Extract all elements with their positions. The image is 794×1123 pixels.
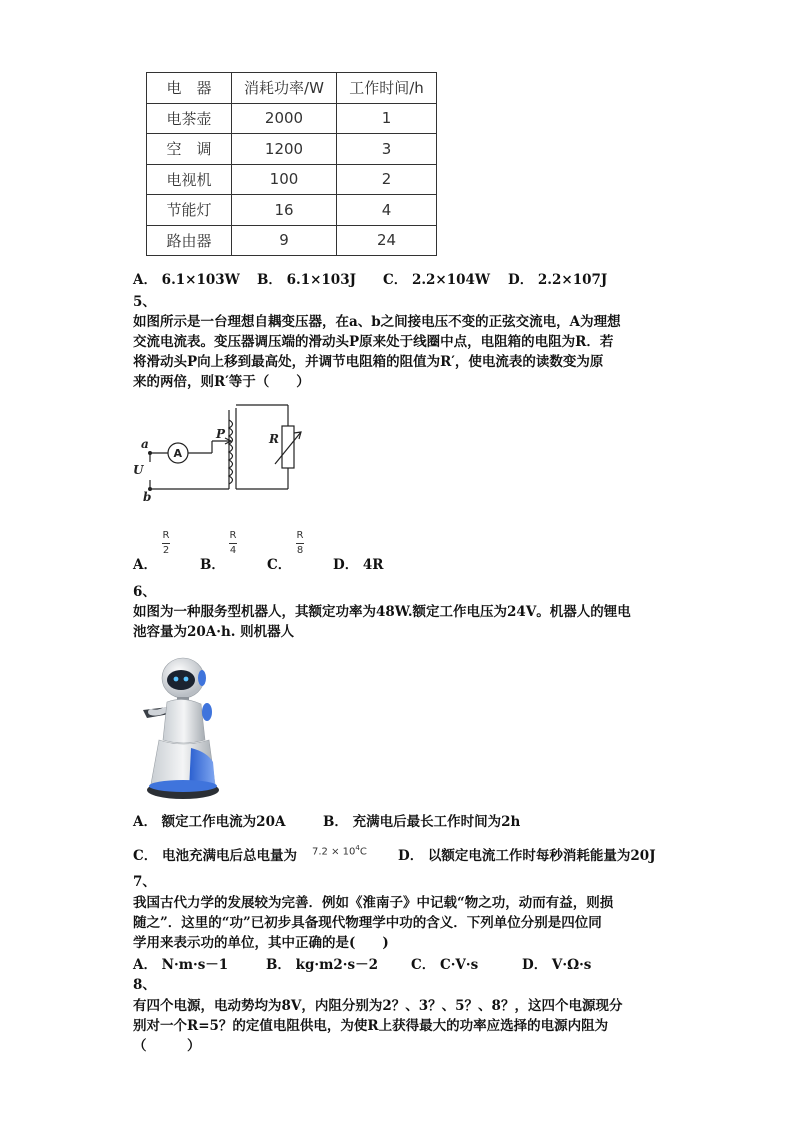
table-cell: 16 xyxy=(232,195,337,226)
option-a[interactable]: A． 额定工作电流为20A xyxy=(133,814,286,830)
table-cell: 节能灯 xyxy=(147,195,232,226)
fraction-denominator: 8 xyxy=(296,545,304,556)
table-cell: 空 调 xyxy=(147,134,232,165)
question-text-line: 池容量为20A·h. 则机器人 xyxy=(133,624,295,640)
table-header-row xyxy=(147,73,437,104)
table-row xyxy=(147,225,437,256)
question-text-line: （ ） xyxy=(133,1038,201,1054)
question-text-line: 将滑动头P向上移到最高处，并调节电阻箱的阻值为R′，使电流表的读数变为原 xyxy=(133,354,604,370)
table-cell: 4 xyxy=(337,195,437,226)
option-c[interactable]: C． 电池充满电后总电量为 xyxy=(133,848,297,864)
fraction-denominator: 4 xyxy=(229,545,237,556)
table-header-cell: 工作时间/h xyxy=(337,73,437,104)
question-number: 5、 xyxy=(133,294,156,310)
question-text-line: 有四个电源，电动势均为8V，内阻分别为2？、3？、5？、8？，这四个电源现分 xyxy=(133,998,623,1014)
label-r: R xyxy=(269,432,279,446)
option-d[interactable]: D． 4R xyxy=(333,557,384,573)
question-text-line: 如图为一种服务型机器人，其额定功率为48W.额定工作电压为24V。机器人的锂电 xyxy=(133,604,631,620)
question-number: 7、 xyxy=(133,874,156,890)
fraction-r-over-2 xyxy=(160,530,172,557)
charge-exponent: 4 xyxy=(355,844,360,852)
table-cell: 电视机 xyxy=(147,164,232,195)
fraction-r-over-4 xyxy=(227,530,239,557)
terminal-a xyxy=(148,451,152,455)
option-a[interactable]: A． 6.1×103W xyxy=(133,272,240,288)
label-p: P xyxy=(216,427,226,441)
table-cell: 3 xyxy=(337,134,437,165)
option-a[interactable]: A． N·m·s－1 xyxy=(133,957,229,973)
question-number: 6、 xyxy=(133,584,156,600)
service-robot-illustration xyxy=(135,652,225,802)
table-cell: 路由器 xyxy=(147,225,232,256)
fraction-numerator: R xyxy=(229,530,237,541)
question-text-line: 学用来表示功的单位，其中正确的是( ) xyxy=(133,935,389,951)
option-b[interactable]: B． 6.1×103J xyxy=(257,272,356,288)
charge-mantissa: 7.2 × 10 xyxy=(312,846,356,858)
label-u: U xyxy=(133,463,144,477)
table-cell: 1200 xyxy=(232,134,337,165)
fraction-numerator: R xyxy=(296,530,304,541)
question-text-line: 别对一个R=5？的定值电阻供电，为使R上获得最大的功率应选择的电源内阻为 xyxy=(133,1018,609,1034)
fraction-numerator: R xyxy=(162,530,170,541)
table-header-cell: 电 器 xyxy=(147,73,232,104)
fraction-bar xyxy=(162,543,170,544)
label-b: b xyxy=(143,490,152,504)
transformer-circuit-diagram xyxy=(128,398,303,508)
option-d[interactable]: D． 以额定电流工作时每秒消耗能量为20J xyxy=(398,848,656,864)
label-a: a xyxy=(141,437,149,451)
appliance-table xyxy=(146,72,437,256)
table-row xyxy=(147,164,437,195)
option-d[interactable]: D． 2.2×107J xyxy=(508,272,608,288)
question-text-line: 来的两倍，则R′等于（ ） xyxy=(133,374,310,390)
table-cell: 电茶壶 xyxy=(147,103,232,134)
charge-expression xyxy=(312,844,367,857)
question-text-line: 随之”．这里的“功”已初步具备现代物理学中功的含义．下列单位分别是四位同 xyxy=(133,915,602,931)
option-b[interactable]: B． xyxy=(200,557,225,573)
table-cell: 2 xyxy=(337,164,437,195)
option-a[interactable]: A． xyxy=(133,557,157,573)
charge-unit: C xyxy=(359,846,367,858)
option-d[interactable]: D． V·Ω·s xyxy=(522,957,592,973)
option-b[interactable]: B． kg·m2·s－2 xyxy=(266,957,378,973)
question-text-line: 我国古代力学的发展较为完善．例如《淮南子》中记载“物之功，动而有益，则损 xyxy=(133,895,614,911)
option-b[interactable]: B． 充满电后最长工作时间为2h xyxy=(323,814,521,830)
table-row xyxy=(147,195,437,226)
table-cell: 100 xyxy=(232,164,337,195)
table-row xyxy=(147,134,437,165)
fraction-r-over-8 xyxy=(294,530,306,557)
table-cell: 9 xyxy=(232,225,337,256)
question-number: 8、 xyxy=(133,977,156,993)
question-text-line: 交流电流表。变压器调压端的滑动头P原来处于线圈中点，电阻箱的电阻为R．若 xyxy=(133,334,614,350)
table-cell: 1 xyxy=(337,103,437,134)
option-c[interactable]: C． C·V·s xyxy=(411,957,479,973)
table-row xyxy=(147,103,437,134)
table-cell: 24 xyxy=(337,225,437,256)
option-c[interactable]: C． 2.2×104W xyxy=(383,272,491,288)
table-cell: 2000 xyxy=(232,103,337,134)
option-c[interactable]: C． xyxy=(267,557,292,573)
fraction-bar xyxy=(229,543,237,544)
fraction-bar xyxy=(296,543,304,544)
fraction-denominator: 2 xyxy=(162,545,170,556)
table-header-cell: 消耗功率/W xyxy=(232,73,337,104)
ammeter-icon: A xyxy=(173,447,183,460)
question-text-line: 如图所示是一台理想自耦变压器，在a、b之间接电压不变的正弦交流电，A为理想 xyxy=(133,314,621,330)
